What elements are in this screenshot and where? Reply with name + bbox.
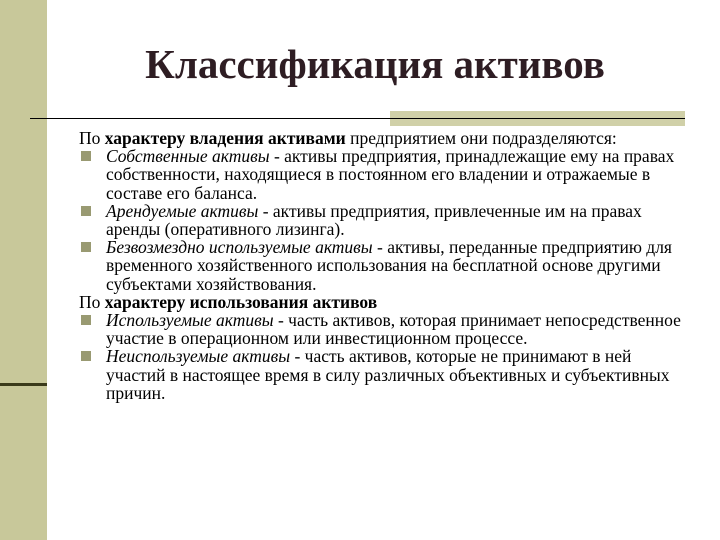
list-item	[79, 147, 689, 202]
item-term: Используемые активы	[106, 310, 274, 331]
item-text: - часть активов, которая принимает непосредственное участие в операционном или инвестиционном процессе.	[106, 310, 681, 349]
section-prefix: По	[79, 128, 105, 148]
list-item	[79, 202, 689, 238]
section-prefix: По	[79, 291, 105, 312]
list-item	[79, 238, 689, 293]
square-bullet-icon	[81, 151, 91, 161]
item-text: - активы предприятия, привлеченные им на правах аренды (оперативного лизинга).	[106, 200, 642, 240]
section-intro-usage	[79, 293, 689, 311]
item-text: - активы, переданные предприятию для временного хозяйственного использования на бесплатной основе другими субъектами хозяйствования.	[106, 237, 672, 294]
square-bullet-icon	[81, 242, 91, 252]
square-bullet-icon	[81, 206, 91, 216]
title-underline	[30, 118, 685, 119]
section-intro-ownership	[79, 129, 689, 147]
list-item	[79, 347, 689, 402]
square-bullet-icon	[81, 315, 91, 325]
decorative-side-bar	[0, 383, 47, 386]
section-heading: характеру владения активами	[104, 128, 346, 148]
item-text: - активы предприятия, принадлежащие ему на правах собственности, находящиеся в постоянном его владении и отражаемые в составе его баланса.	[106, 146, 675, 203]
list-item	[79, 311, 689, 347]
section-suffix: предприятием они подразделяются:	[345, 128, 617, 148]
item-term: Собственные активы	[106, 146, 270, 167]
decorative-side-band	[0, 0, 47, 540]
slide-title: Классификация активов	[145, 41, 605, 87]
slide-body	[79, 129, 689, 402]
item-term: Арендуемые активы	[106, 200, 259, 221]
item-text: - часть активов, которые не принимают в ней участий в настоящее время в силу различных объективных и субъективных причин.	[106, 346, 670, 403]
item-term: Неиспользуемые активы	[106, 346, 291, 367]
item-term: Безвозмездно используемые активы	[106, 237, 373, 258]
section-heading: характеру использования активов	[104, 291, 378, 312]
square-bullet-icon	[81, 351, 91, 361]
